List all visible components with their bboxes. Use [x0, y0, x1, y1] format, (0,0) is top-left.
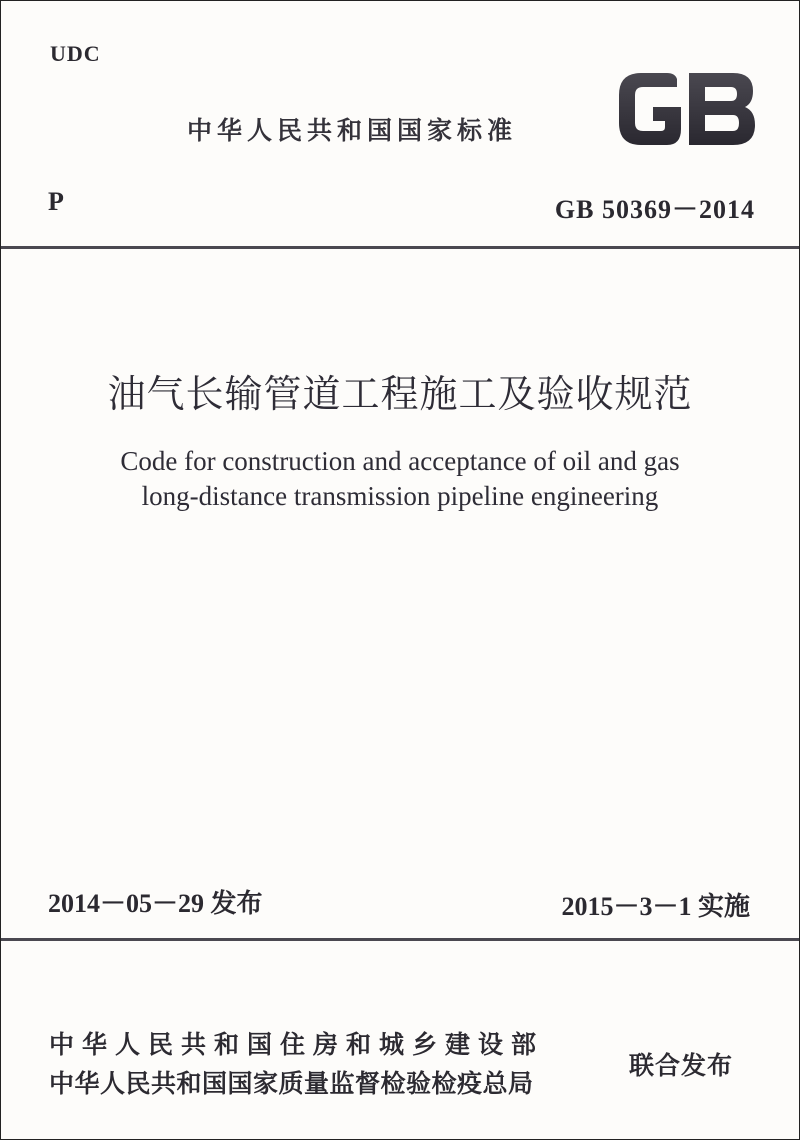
publisher-ministry: 中华人民共和国住房和城乡建设部	[49, 1030, 545, 1059]
title-english-line1: Code for construction and acceptance of oil and gas	[120, 446, 680, 476]
implementation-date: 2015－3－1 实施	[561, 892, 750, 921]
standard-type: 中华人民共和国国家标准	[187, 116, 518, 145]
joint-release-label: 联合发布	[629, 1051, 734, 1080]
title-chinese: 油气长输管道工程施工及验收规范	[107, 372, 693, 416]
udc-label: UDC	[50, 41, 101, 66]
gb-logo	[615, 69, 759, 149]
classification-code: P	[48, 187, 64, 216]
issue-date: 2014－05－29 发布	[48, 889, 263, 918]
divider-top	[1, 246, 799, 249]
divider-bottom	[1, 938, 799, 941]
title-english-line2: long-distance transmission pipeline engineering	[141, 481, 659, 511]
standard-number: GB 50369－2014	[554, 195, 755, 224]
publisher-administration: 中华人民共和国国家质量监督检验检疫总局	[49, 1069, 534, 1098]
